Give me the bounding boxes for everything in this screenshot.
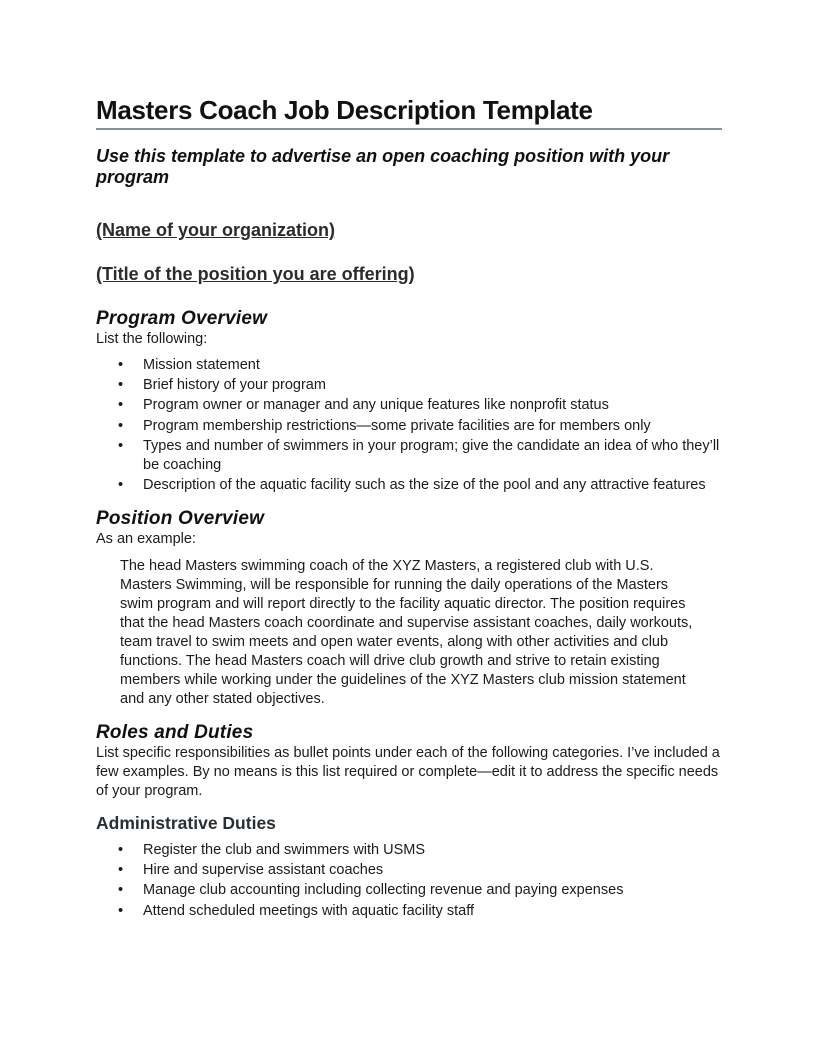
list-item: • Program membership restrictions—some private facilities are for members only bbox=[118, 417, 651, 434]
program-overview-heading: Program Overview bbox=[96, 308, 268, 329]
list-item: • Description of the aquatic facility such as the size of the pool and any attractive features bbox=[118, 476, 706, 493]
list-item: • Mission statement bbox=[118, 357, 260, 373]
list-item: • Register the club and swimmers with USMS bbox=[118, 841, 426, 858]
bullet-icon: • bbox=[118, 882, 124, 899]
bullet-icon: • bbox=[118, 902, 124, 919]
roles-duties-intro: List specific responsibilities as bullet points under each of the following categories. I’ve included a few examples. By no means is this list required or complete—edit it to address the specific needs of your program. bbox=[96, 744, 720, 799]
bullet-icon: • bbox=[118, 437, 124, 454]
list-item: • Brief history of your program bbox=[118, 377, 326, 394]
roles-duties-heading: Roles and Duties bbox=[96, 721, 254, 743]
document-subtitle: Use this template to advertise an open coaching position with your program bbox=[96, 146, 670, 187]
list-item: • Program owner or manager and any unique features like nonprofit status bbox=[118, 397, 609, 414]
position-overview-heading: Position Overview bbox=[96, 507, 265, 529]
organization-name-placeholder: (Name of your organization) bbox=[96, 220, 336, 240]
bullet-icon: • bbox=[118, 377, 124, 394]
document-title: Masters Coach Job Description Template bbox=[96, 94, 722, 130]
bullet-icon: • bbox=[118, 357, 124, 373]
bullet-icon: • bbox=[118, 397, 124, 414]
administrative-duties-list bbox=[96, 841, 722, 921]
position-title-placeholder: (Title of the position you are offering) bbox=[96, 264, 415, 284]
program-overview-intro: List the following: bbox=[96, 331, 208, 347]
position-example-paragraph: The head Masters swimming coach of the XYZ Masters, a registered club with U.S. Masters Swimming, will be responsible for running the daily operations of the Masters swim program and will report directly to the facility aquatic director. The position requires that the head Masters coach coordinate and supervise assistant coaches, daily workouts, team travel to swim meets and open water events, along with other activities and club functions. The head Masters coach will drive club growth and strive to retain existing members while working under the guidelines of the XYZ Masters club mission statement and any other stated objectives. bbox=[120, 557, 693, 707]
bullet-icon: • bbox=[118, 841, 124, 858]
position-overview-intro: As an example: bbox=[96, 530, 196, 547]
program-overview-list bbox=[96, 356, 722, 495]
list-item: • Hire and supervise assistant coaches bbox=[118, 862, 384, 879]
list-item: • Types and number of swimmers in your program; give the candidate an idea of who they’ll be coaching bbox=[118, 437, 720, 473]
bullet-icon: • bbox=[118, 417, 124, 434]
administrative-duties-heading: Administrative Duties bbox=[96, 812, 276, 833]
bullet-icon: • bbox=[118, 476, 124, 493]
list-item: • Attend scheduled meetings with aquatic facility staff bbox=[118, 902, 475, 919]
document-page bbox=[96, 94, 722, 922]
bullet-icon: • bbox=[118, 862, 124, 879]
list-item: • Manage club accounting including collecting revenue and paying expenses bbox=[118, 882, 624, 899]
